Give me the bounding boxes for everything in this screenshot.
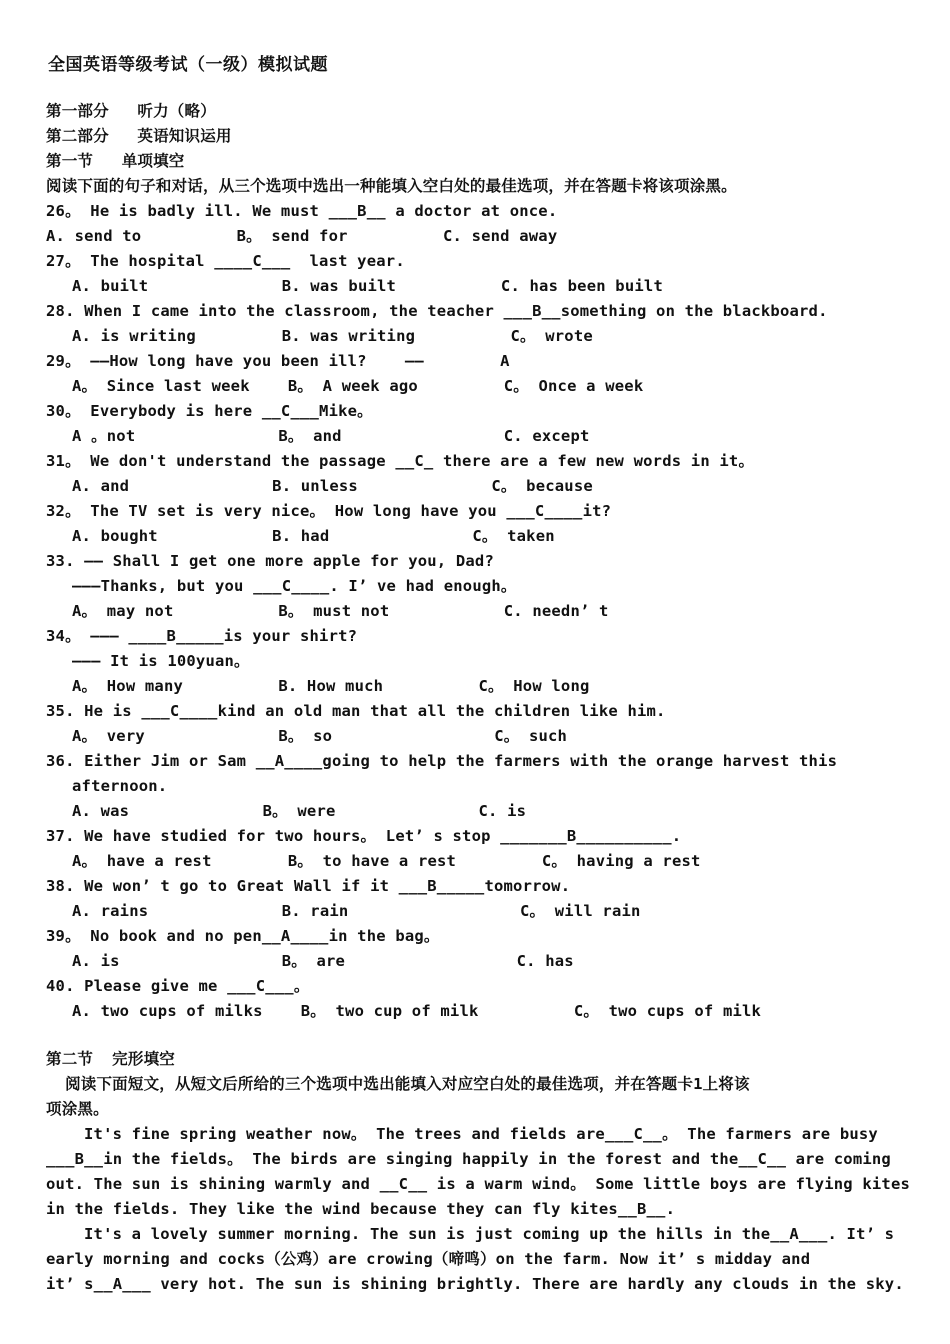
question-28-options: A. is writing B. was writing C。 wrote xyxy=(72,327,593,345)
question-39: 39。 No book and no pen__A____in the bag。 xyxy=(46,927,440,945)
question-33: 33. —— Shall I get one more apple for you, Dad? xyxy=(46,552,494,570)
page-title: 全国英语等级考试（一级）模拟试题 xyxy=(48,55,328,75)
question-38-options: A. rains B. rain C。 will rain xyxy=(72,902,641,920)
question-39-options: A. is B。 are C. has xyxy=(72,952,574,970)
question-27-options: A. built B. was built C. has been built xyxy=(72,277,663,295)
cloze-paragraph-2-line: early morning and cocks（公鸡）are crowing（啼鸣）on the farm. Now it’ s midday and xyxy=(46,1250,811,1268)
question-36-continued: afternoon. xyxy=(72,777,168,795)
question-31-options: A. and B. unless C。 because xyxy=(72,477,593,495)
question-26-options: A. send to B。 send for C. send away xyxy=(46,227,558,245)
question-29: 29。 ——How long have you been ill? —— A xyxy=(46,352,510,370)
question-30: 30。 Everybody is here __C___Mike。 xyxy=(46,402,373,420)
cloze-heading: 第二节 完形填空 xyxy=(46,1050,175,1068)
question-34: 34。 ——— ____B_____is your shirt? xyxy=(46,627,358,645)
question-35: 35. He is ___C____kind an old man that all the children like him. xyxy=(46,702,666,720)
question-35-options: A。 very B。 so C。 such xyxy=(72,727,568,745)
question-32: 32。 The TV set is very nice。 How long have you ___C____it? xyxy=(46,502,612,520)
cloze-paragraph-1-line: in the fields. They like the wind because they can fly kites__B__. xyxy=(46,1200,676,1218)
question-30-options: A 。not B。 and C. except xyxy=(72,427,590,445)
cloze-paragraph-1-line: It's fine spring weather now。 The trees and fields are___C__。 The farmers are busy xyxy=(84,1125,878,1143)
cloze-paragraph-1-line: out. The sun is shining warmly and __C__ is a warm wind。 Some little boys are flying kites xyxy=(46,1175,911,1193)
question-34-options: A。 How many B. How much C。 How long xyxy=(72,677,590,695)
question-29-options: A。 Since last week B。 A week ago C。 Once a week xyxy=(72,377,644,395)
question-36: 36. Either Jim or Sam __A____going to help the farmers with the orange harvest this xyxy=(46,752,838,770)
section1-instructions: 阅读下面的句子和对话，从三个选项中选出一种能填入空白处的最佳选项，并在答题卡将该项涂黑。 xyxy=(46,177,737,195)
part1-heading: 第一部分 听力（略） xyxy=(46,102,216,120)
cloze-paragraph-2-line: it’ s__A___ very hot. The sun is shining brightly. There are hardly any clouds in the sky. xyxy=(46,1275,904,1293)
question-37: 37. We have studied for two hours。 Let’ s stop _______B__________. xyxy=(46,827,682,845)
question-40-options: A. two cups of milks B。 two cup of milk C。 two cups of milk xyxy=(72,1002,762,1020)
question-33-reply: ———Thanks, but you ___C____. I’ ve had enough。 xyxy=(72,577,517,595)
cloze-paragraph-2-line: It's a lovely summer morning. The sun is just coming up the hills in the__A___. It’ s xyxy=(84,1225,895,1243)
cloze-paragraph-1-line: ___B__in the fields。 The birds are singing happily in the forest and the__C__ are coming xyxy=(46,1150,891,1168)
question-38: 38. We won’ t go to Great Wall if it ___B_____tomorrow. xyxy=(46,877,571,895)
question-27: 27。 The hospital ____C___ last year. xyxy=(46,252,405,270)
question-33-options: A。 may not B。 must not C. needn’ t xyxy=(72,602,609,620)
question-31: 31。 We don't understand the passage __C_ there are a few new words in it。 xyxy=(46,452,755,470)
section1-heading: 第一节 单项填空 xyxy=(46,152,185,170)
question-36-options: A. was B。 were C. is xyxy=(72,802,527,820)
question-28: 28. When I came into the classroom, the teacher ___B__something on the blackboard. xyxy=(46,302,828,320)
question-34-reply: ——— It is 100yuan。 xyxy=(72,652,250,670)
question-40: 40. Please give me ___C___。 xyxy=(46,977,310,995)
part2-heading: 第二部分 英语知识运用 xyxy=(46,127,232,145)
question-26: 26。 He is badly ill. We must ___B__ a doctor at once. xyxy=(46,202,558,220)
cloze-instructions-line1: 阅读下面短文，从短文后所给的三个选项中选出能填入对应空白处的最佳选项，并在答题卡1上将该 xyxy=(46,1075,750,1093)
question-32-options: A. bought B. had C。 taken xyxy=(72,527,555,545)
cloze-instructions-line2: 项涂黑。 xyxy=(46,1100,109,1118)
question-37-options: A。 have a rest B。 to have a rest C。 having a rest xyxy=(72,852,701,870)
